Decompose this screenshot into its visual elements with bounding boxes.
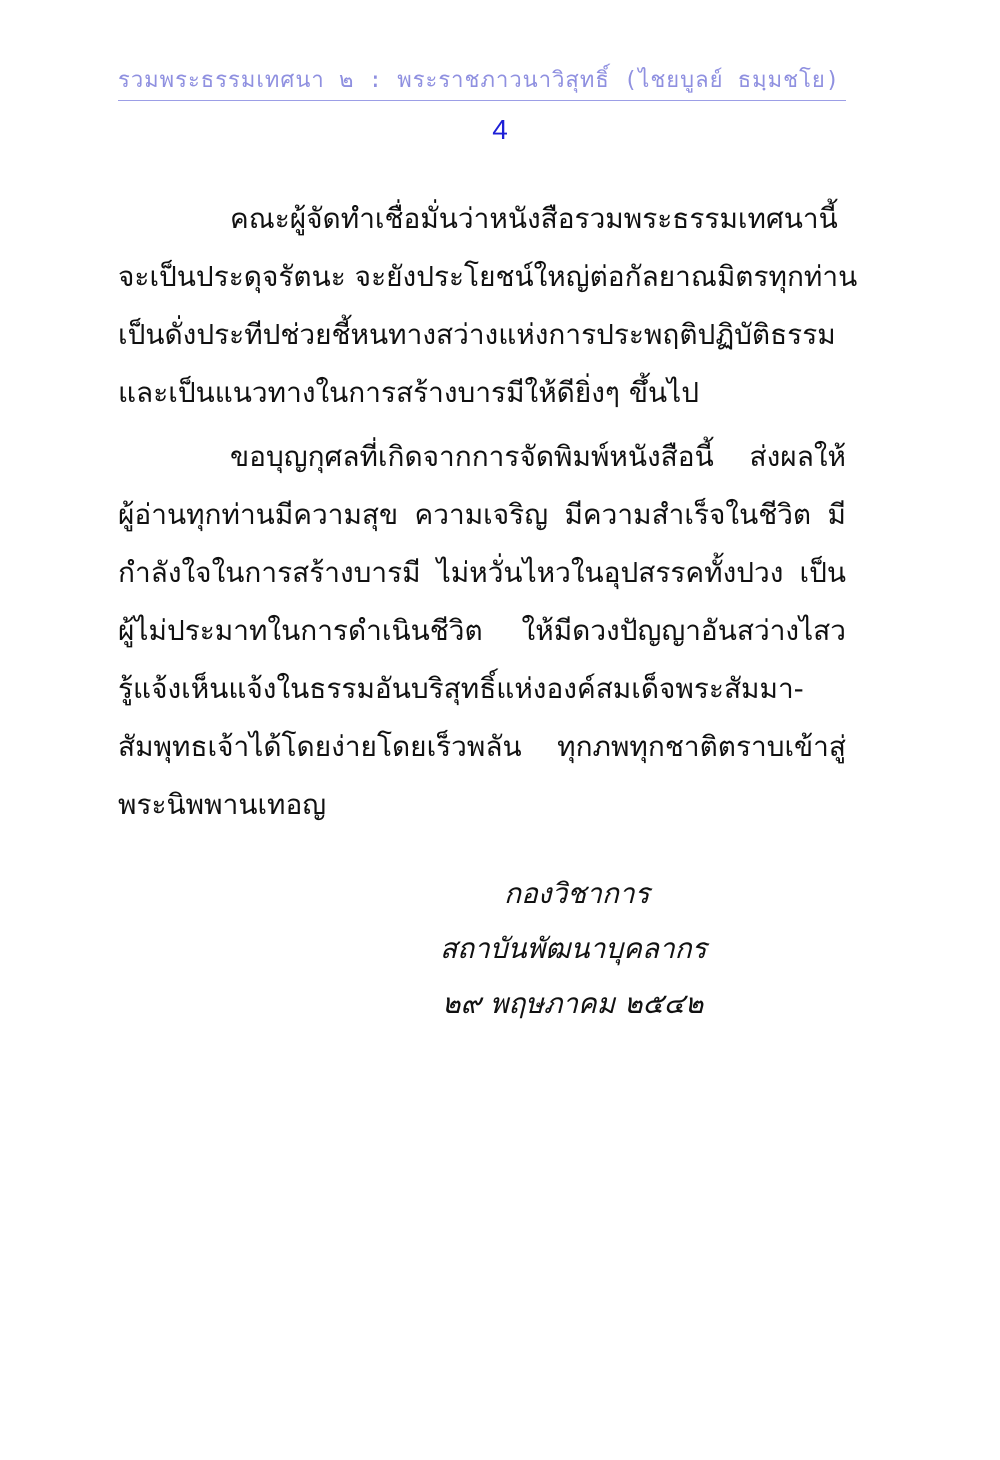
paragraph-line: ผู้อ่านทุกท่านมีความสุข ความเจริญ มีความสำเร็จในชีวิต มี [118, 498, 846, 531]
paragraph-line: รู้แจ้งเห็นแจ้งในธรรมอันบริสุทธิ์แห่งองค์สมเด็จพระสัมมา- [118, 672, 804, 705]
paragraph-line: พระนิพพานเทอญ [118, 788, 327, 821]
running-header [118, 66, 846, 101]
paragraph-line: จะเป็นประดุจรัตนะ จะยังประโยชน์ใหญ่ต่อกัลยาณมิตรทุกท่าน [118, 260, 858, 293]
page-number: 4 [492, 114, 508, 145]
body-text [118, 190, 858, 834]
signature-block [380, 866, 780, 1031]
signature-institute: สถาบันพัฒนาบุคลากร [440, 932, 707, 965]
paragraph-line: คณะผู้จัดทำเชื่อมั่นว่าหนังสือรวมพระธรรมเทศนานี้ [230, 202, 838, 235]
signature-date: ๒๙ พฤษภาคม ๒๕๔๒ [442, 987, 704, 1020]
paragraph-line: และเป็นแนวทางในการสร้างบารมีให้ดียิ่งๆ ขึ้นไป [118, 376, 699, 409]
paragraph-line: เป็นดั่งประทีปช่วยชี้หนทางสว่างแห่งการประพฤติปฏิบัติธรรม [118, 318, 836, 351]
paragraph [118, 428, 846, 834]
signature-department: กองวิชาการ [504, 877, 650, 910]
running-header-title: รวมพระธรรมเทศนา ๒ : พระราชภาวนาวิสุทธิ์ (ไชยบูลย์ ธมฺมชโย) [118, 68, 841, 93]
paragraph-line: กำลังใจในการสร้างบารมี ไม่หวั่นไหวในอุปสรรคทั้งปวง เป็น [118, 556, 846, 589]
paragraph-line: ขอบุญกุศลที่เกิดจากการจัดพิมพ์หนังสือนี้ ส่งผลให้ [230, 440, 846, 473]
paragraph-line: สัมพุทธเจ้าได้โดยง่ายโดยเร็วพลัน ทุกภพทุกชาติตราบเข้าสู่ [118, 730, 846, 763]
paragraph-line: ผู้ไม่ประมาทในการดำเนินชีวิต ให้มีดวงปัญญาอันสว่างไสว [118, 614, 846, 647]
paragraph [118, 190, 858, 422]
